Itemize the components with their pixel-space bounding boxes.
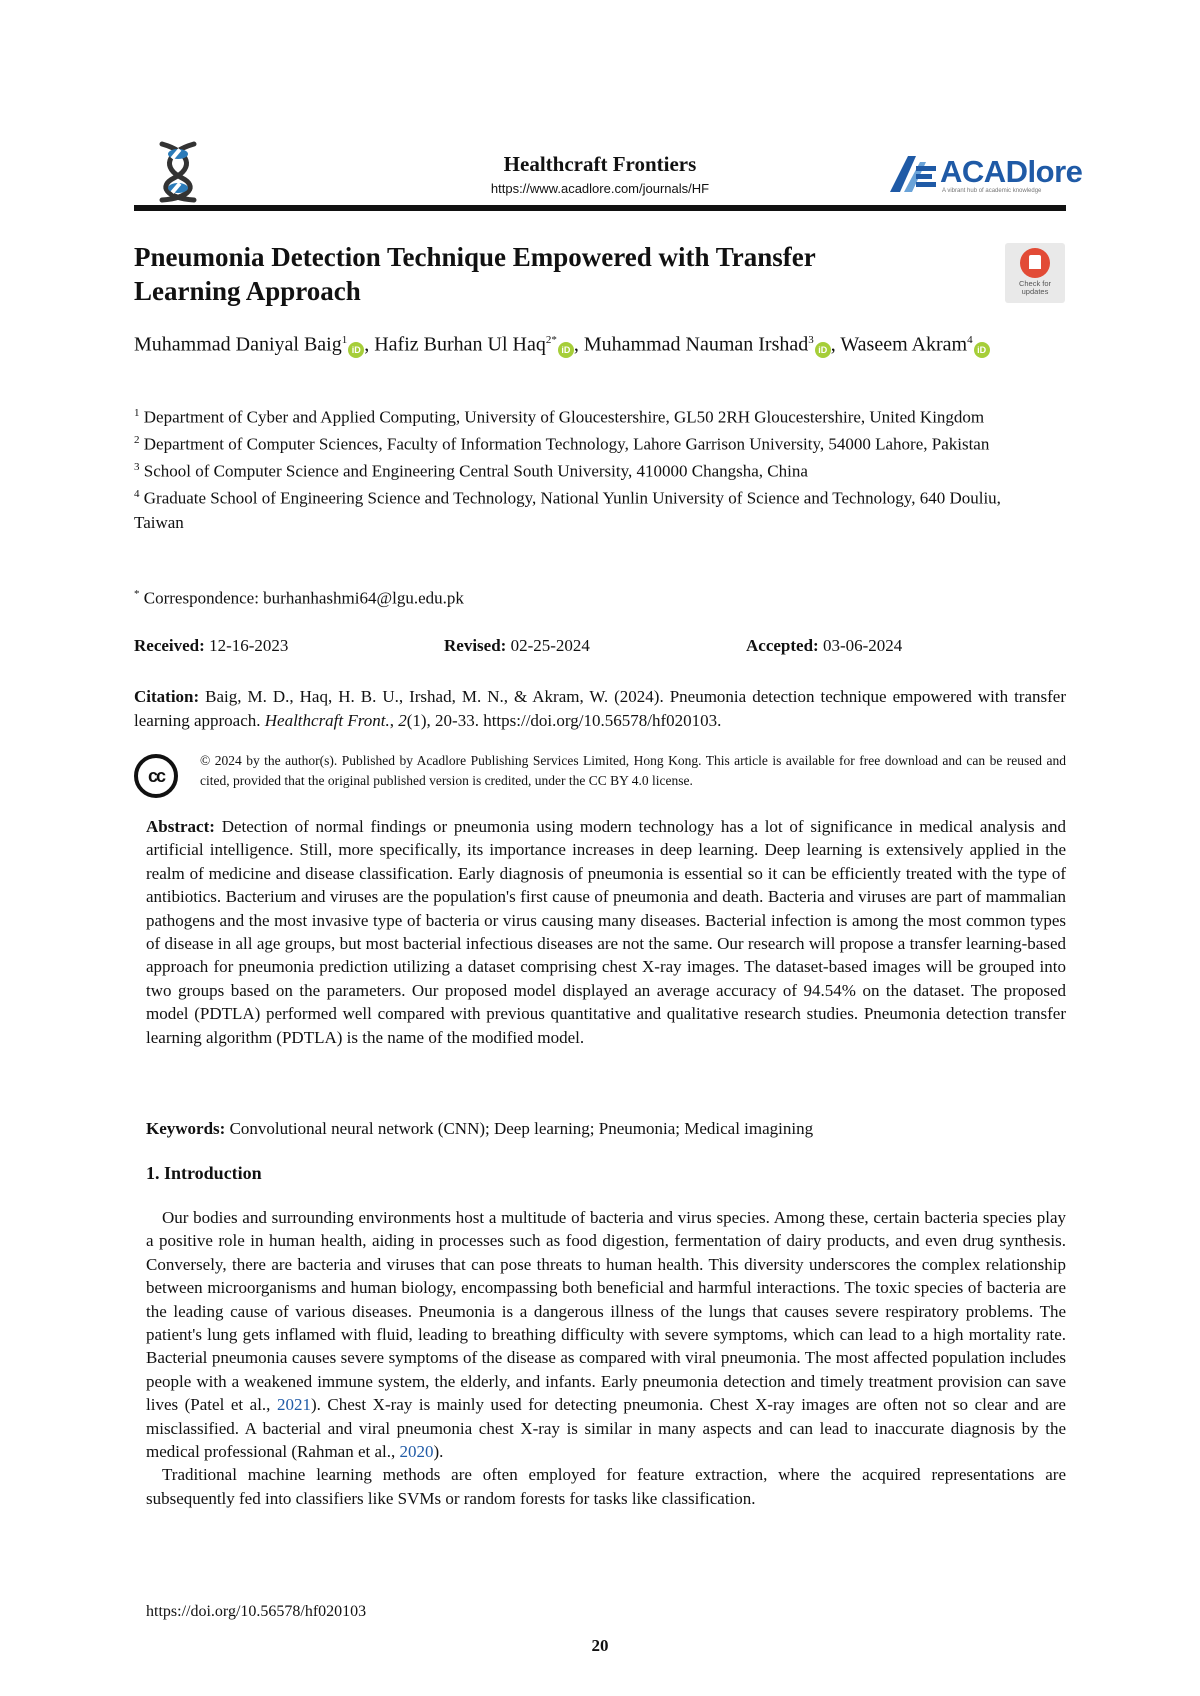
footer-doi-link[interactable]: https://doi.org/10.56578/hf020103 (146, 1603, 367, 1620)
section-heading: 1. Introduction (146, 1163, 262, 1183)
bookmark-icon (1020, 248, 1050, 278)
publisher-name: ACADlore (940, 154, 1083, 189)
orcid-icon[interactable]: iD (348, 342, 364, 358)
accepted-date (746, 636, 902, 656)
header-divider (134, 205, 1066, 211)
received-label: Received: (134, 636, 205, 655)
publisher-logo (886, 152, 1083, 198)
affiliation-text: Department of Computer Sciences, Faculty of Information Technology, Lahore Garrison University, 54000 Lahore, Pakistan (143, 434, 990, 454)
paragraph-text: Our bodies and surrounding environments host a multitude of bacteria and virus species. Among these, certain bacteria species play a positive role in human health, aiding in processes such as food digestion, fermentation of dairy products, and even drug synthesis. Conversely, there are bacteria and viruses that can pose threats to human health. This diversity underscores the complex relationship between microorganisms and human biology, encompassing both beneficial and harmful interactions. The toxic species of bacteria are the leading cause of various diseases. Pneumonia is a dangerous illness of the lungs that causes severe respiratory problems. The patient's lung gets inflamed with fluid, leading to breathing difficulty with severe symptoms, which can lead to a high mortality rate. Bacterial pneumonia causes severe symptoms of the disease as compared with viral pneumonia. The most affected population includes people with a weakened immune system, the elderly, and infants. Early pneumonia detection and timely treatment provision can save lives (Patel et al., (146, 1208, 1066, 1415)
abstract (146, 815, 1066, 1049)
paragraph-text: Traditional machine learning methods are often employed for feature extraction, where the acquired representations are subsequently fed into classifiers like SVMs or random forests for tasks like classification. (146, 1465, 1066, 1508)
orcid-icon[interactable]: iD (558, 342, 574, 358)
affiliation-text: Department of Cyber and Applied Computing, University of Gloucestershire, GL50 2RH Gloucestershire, United Kingdom (143, 407, 985, 427)
author-affiliation-mark: 1 (341, 334, 348, 346)
reference-link[interactable]: 2021 (276, 1395, 311, 1415)
keywords-text: Convolutional neural network (CNN); Deep learning; Pneumonia; Medical imagining (229, 1119, 814, 1138)
journal-name: Healthcraft Frontiers (503, 152, 697, 176)
author-name: Muhammad Nauman Irshad (583, 333, 809, 356)
author-list: Muhammad Daniyal Baig$^1$iD , Hafiz Burhan Ul Haq$^{2*}$iD , Muhammad Nauman Irshad$^3$iD , Waseem Akram$^4$iD (134, 326, 1064, 359)
revised-label: Revised: (444, 636, 507, 655)
received-date (134, 636, 288, 656)
check-for-updates-label: Check for updates (1018, 279, 1052, 296)
paper-title: Pneumonia Detection Technique Empowered with Transfer Learning Approach (134, 242, 816, 306)
citation-pages-doi: (1), 20-33. https://doi.org/10.56578/hf020103. (406, 710, 722, 730)
citation-volume: 2 (398, 710, 407, 730)
license-block (134, 749, 1066, 799)
check-for-updates-button[interactable] (1005, 243, 1065, 303)
correspondence (134, 588, 464, 609)
affiliation-number: 4 (134, 488, 140, 501)
journal-header (134, 138, 1083, 204)
affiliation-text: School of Computer Science and Engineering Central South University, 410000 Changsha, China (143, 461, 808, 481)
affiliation-number: 3 (134, 461, 140, 474)
paragraph-text: ). (433, 1442, 444, 1462)
citation-journal: Healthcraft Front. (264, 710, 390, 730)
author-name: Waseem Akram (840, 333, 968, 356)
affiliation-text: Graduate School of Engineering Science and Technology, National Yunlin University of Science and Technology, 640 Douliu, Taiwan (134, 489, 1001, 532)
correspondence-email[interactable]: Correspondence: burhanhashmi64@lgu.edu.pk (143, 588, 464, 608)
journal-url-link[interactable]: https://www.acadlore.com/journals/HF (490, 181, 710, 196)
body-text (146, 1206, 1066, 1510)
abstract-text: Detection of normal findings or pneumonia using modern technology has a lot of significance in medical analysis and artificial intelligence. Still, more specifically, its importance increases in deep learning. Deep learning is extensively applied in the realm of medicine and disease classification. Early diagnosis of pneumonia is essential so it can be efficiently treated with the type of antibiotics. Bacterium and viruses are the population's first cause of pneumonia and death. Bacteria and viruses are part of mammalian pathogens and the most invasive type of bacteria or virus causing many diseases. Bacterial infection is among the most common types of disease in all age groups, but most bacterial infectious diseases are not the same. Our research will propose a transfer learning-based approach for pneumonia prediction utilizing a dataset comprising chest X-ray images. The dataset-based images will be grouped into two groups based on the parameters. Our proposed model displayed an average accuracy of 94.54% on the dataset. The proposed model (PDTLA) performed well compared with previous quantitative and qualitative research studies. Pneumonia detection transfer learning algorithm (PDTLA) is the name of the modified model. (146, 817, 1066, 1047)
orcid-icon[interactable]: iD (815, 342, 831, 358)
abstract-label: Abstract: (146, 817, 215, 836)
paragraph (146, 1206, 1066, 1463)
paragraph (146, 1463, 1066, 1510)
page-number: 20 (591, 1636, 609, 1655)
author-affiliation-mark: 3 (808, 334, 814, 346)
affiliation-item (134, 402, 1034, 429)
keywords (146, 1119, 1066, 1139)
received-value: 12-16-2023 (209, 636, 289, 655)
accepted-label: Accepted: (746, 636, 819, 655)
author-name: Muhammad Daniyal Baig (134, 333, 342, 356)
reference-link[interactable]: 2020 (399, 1442, 434, 1462)
citation: Citation: Baig, M. D., Haq, H. B. U., Irshad, M. N., & Akram, W. (2024). Pneumonia detection technique empowered with transfer learning approach. Healthcraft Front., 2(1), 20-33. https://doi.org/10.56578/hf020103. (134, 687, 1066, 730)
publication-dates (134, 636, 1066, 660)
creative-commons-icon[interactable]: cc (134, 754, 178, 798)
license-text: © 2024 by the author(s). Published by Acadlore Publishing Services Limited, Hong Kong. This article is available for free download and can be reused and cited, provided that the original published version is credited, under the CC BY 4.0 license. (200, 753, 1066, 788)
affiliation-item (134, 429, 1034, 456)
affiliation-item (134, 456, 1034, 483)
affiliation-number: 1 (134, 407, 140, 419)
keywords-label: Keywords: (146, 1119, 226, 1138)
orcid-icon[interactable]: iD (974, 342, 990, 358)
citation-label: Citation: (134, 687, 200, 706)
revised-date (444, 636, 590, 656)
paragraph-text: ). Chest X-ray is mainly used for detecting pneumonia. Chest X-ray images are often not so clear and are misclassified. A bacterial and viral pneumonia chest X-ray is similar in many aspects and can lead to inaccurate diagnosis by the medical professional (Rahman et al., (146, 1395, 1066, 1462)
correspondence-mark: * (134, 588, 140, 600)
author-affiliation-mark: 2* (545, 334, 557, 346)
publisher-tagline: A vibrant hub of academic knowledge (942, 188, 1042, 194)
affiliation-list (134, 402, 1034, 534)
affiliation-item (134, 483, 1034, 534)
publisher-mark-icon (886, 152, 938, 196)
citation-text: Baig, M. D., Haq, H. B. U., Irshad, M. N., & Akram, W. (2024). Pneumonia detection technique empowered with transfer learning approach. (134, 687, 1066, 730)
revised-value: 02-25-2024 (510, 636, 590, 655)
affiliation-number: 2 (134, 434, 140, 447)
accepted-value: 03-06-2024 (822, 636, 903, 655)
author-name: Hafiz Burhan Ul Haq (374, 333, 546, 356)
author-affiliation-mark: 4 (967, 334, 973, 346)
